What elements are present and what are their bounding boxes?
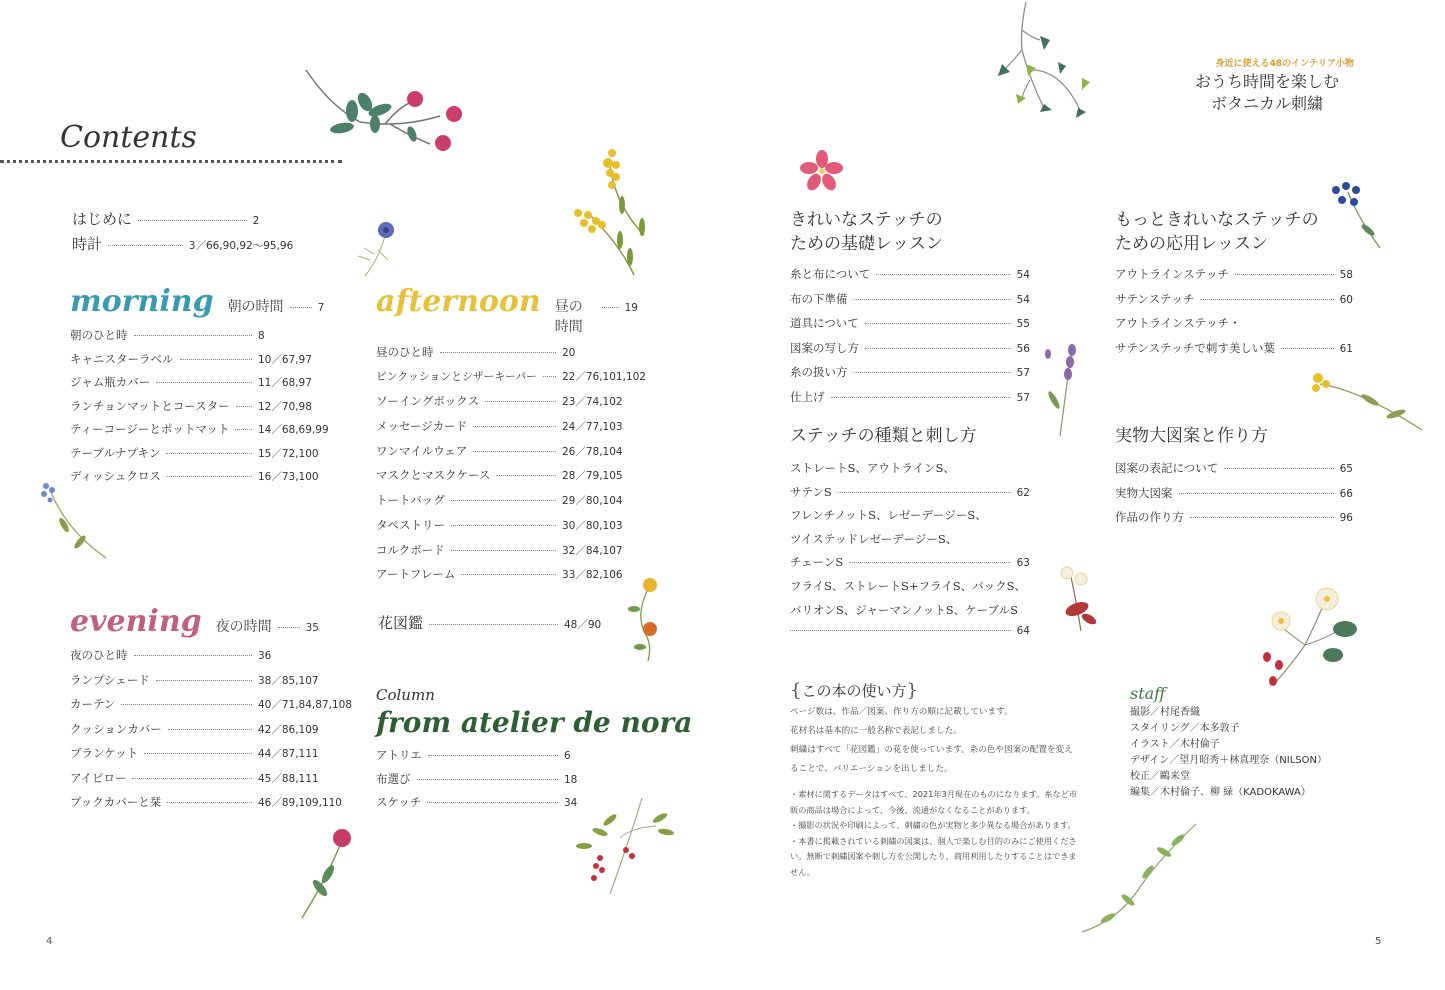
toc-label: ジャム瓶カバー	[70, 375, 151, 389]
leader-dots	[417, 779, 559, 780]
toc-label: ツイステッドレゼーデージーS、	[790, 531, 958, 546]
leader-dots	[168, 729, 252, 730]
toc-label: アートフレーム	[376, 567, 456, 582]
toc-page: 22／76,101,102	[562, 370, 646, 383]
toc-label: クッションカバー	[70, 721, 162, 736]
toc-label: バリオンS、ジャーマンノットS、ケーブルS	[790, 602, 1018, 617]
paragraph: 刺繍はすべて「花図鑑」の花を使っています。糸の色や図案の配置を変え	[790, 745, 1073, 755]
leader-dots	[1179, 493, 1334, 494]
toc-page: 64	[1016, 625, 1030, 638]
toc-page: 10／67,97	[258, 353, 312, 366]
dotted-divider	[0, 160, 342, 163]
toc-entry[interactable]	[790, 625, 1030, 649]
evening-section	[70, 604, 350, 819]
toc-entry[interactable]	[376, 566, 638, 591]
leader-dots	[156, 680, 252, 681]
basic-lesson-list	[790, 266, 1030, 414]
book-tagline: 身近に使える48のインテリア小物	[1215, 59, 1354, 69]
toc-page: 62	[1016, 486, 1030, 499]
toc-label: サテンS	[790, 484, 832, 499]
how-to-use-header	[790, 680, 1100, 701]
toc-label: コルクボード	[376, 542, 445, 557]
toc-page: 57	[1016, 367, 1030, 380]
toc-label: メッセージカード	[376, 419, 468, 434]
toc-label: 仕上げ	[790, 389, 825, 404]
paragraph: 花材名は基本的に一般名称で表記しました。	[790, 726, 962, 736]
morning-section	[70, 284, 350, 492]
toc-page: 48／90	[564, 619, 602, 631]
toc-label: 花図鑑	[378, 614, 424, 632]
toc-page: 57	[1016, 391, 1030, 404]
toc-entry[interactable]	[376, 467, 638, 492]
toc-page: 29／80,104	[562, 495, 623, 508]
page-number-right: 5	[1375, 936, 1382, 947]
toc-label: 時計	[72, 235, 103, 253]
toc-entry[interactable]	[376, 771, 580, 795]
toc-label: フレンチノットS、レゼーデージーS、	[790, 508, 987, 523]
toc-entry[interactable]	[376, 794, 580, 818]
toc-entry[interactable]	[70, 721, 350, 746]
toc-page: 38／85,107	[258, 674, 319, 687]
paragraph: ることで、バリエーションを出しました。	[790, 764, 953, 774]
toc-label: 実物大図案	[1115, 485, 1173, 500]
leader-dots	[854, 372, 1011, 373]
leader-dots	[485, 401, 556, 402]
toc-entry[interactable]	[70, 770, 350, 795]
toc-entry[interactable]	[70, 647, 350, 672]
toc-page: 26／78,104	[562, 445, 623, 458]
leader-dots	[278, 627, 300, 628]
leader-dots	[1281, 348, 1334, 349]
leader-dots	[451, 500, 556, 501]
toc-page: 11／68,97	[258, 377, 312, 389]
cornflower-illustration	[350, 220, 400, 280]
column-title: from atelier de nora	[376, 706, 693, 739]
marigold-illustration	[620, 575, 670, 665]
note-line: ・本書に掲載されている刺繍の図案は、個人で楽しむ目的のみにご使用くださ	[790, 835, 1077, 846]
toc-entry[interactable]	[376, 542, 638, 567]
toc-page: 24／77,103	[562, 421, 623, 434]
toc-entry[interactable]	[70, 445, 350, 469]
toc-page: 40／71,84,87,108	[258, 699, 352, 711]
section-page: 19	[624, 302, 638, 314]
toc-entry[interactable]	[376, 492, 638, 517]
toc-page: 46／89,109,110	[258, 797, 342, 809]
toc-label: ストレートS、アウトラインS、	[790, 461, 955, 475]
toc-label: マスクとマスクケース	[376, 468, 491, 483]
toc-page: 18	[564, 773, 578, 786]
brace-left-icon: {	[790, 680, 802, 701]
leader-dots	[180, 359, 253, 360]
toc-label: ソーイングボックス	[376, 394, 480, 409]
toc-entry[interactable]	[70, 794, 350, 819]
toc-page: 54	[1016, 269, 1030, 281]
clover-sprig-illustration	[300, 66, 470, 156]
toc-entry[interactable]	[72, 208, 368, 233]
stitch-types-section	[790, 424, 1030, 649]
toc-label: 糸の扱い方	[790, 365, 848, 380]
note-line: ・撮影の状況や印刷によって、刺繍の色が実物と多少異なる場合があります。	[790, 820, 1076, 830]
toc-label: 糸と布について	[790, 267, 871, 281]
toc-entry[interactable]	[376, 418, 638, 443]
toc-entry[interactable]	[790, 340, 1030, 365]
toc-entry[interactable]	[72, 233, 368, 258]
patterns-section	[1115, 424, 1353, 534]
leader-dots	[473, 426, 556, 427]
toc-entry[interactable]	[70, 398, 350, 422]
toc-page: 54	[1016, 293, 1030, 306]
toc-page: 61	[1339, 342, 1353, 355]
toc-page: 66	[1339, 487, 1353, 500]
toc-label: タペストリー	[376, 517, 445, 532]
column-kicker: Column	[376, 686, 435, 704]
toc-entry-line[interactable]	[790, 578, 1030, 602]
column-list	[376, 747, 580, 818]
leader-dots	[1190, 517, 1334, 518]
staff-credit: スタイリング／本多敦子	[1130, 723, 1240, 734]
leader-dots	[138, 220, 247, 221]
toc-entry[interactable]	[376, 517, 638, 542]
leader-dots	[461, 574, 556, 575]
toc-label: アウトラインステッチ・	[1115, 316, 1241, 331]
leader-dots	[144, 753, 252, 754]
page-number-left: 4	[46, 936, 53, 947]
toc-label: サテンステッチ	[1115, 291, 1195, 306]
toc-page: 6	[564, 750, 571, 762]
toc-label: フライS、ストレートS+フライS、バックS、	[790, 578, 1026, 593]
leader-dots	[473, 451, 556, 452]
note-line: い。無断で刺繍図案や刺し方を公開したり、商用利用したりすることはできま	[790, 851, 1077, 861]
leader-dots	[1200, 299, 1333, 300]
toc-label: アウトラインステッチ	[1115, 267, 1230, 281]
afternoon-list	[376, 344, 646, 591]
leader-dots	[167, 802, 252, 803]
toc-entry[interactable]	[790, 291, 1030, 316]
toc-entry[interactable]	[1115, 460, 1353, 485]
section-header	[376, 284, 638, 336]
leader-dots	[427, 802, 558, 803]
toc-entry-line[interactable]	[790, 460, 1030, 484]
leader-dots	[496, 475, 556, 476]
toc-label: 図案の写し方	[790, 340, 859, 355]
toc-page: 34	[564, 797, 578, 809]
staff-credit: デザイン／望月昭秀＋林真理奈（NILSON）	[1130, 755, 1327, 766]
toc-page: 36	[258, 650, 272, 662]
toc-label: ピンクッションとシザーキーパー	[376, 369, 537, 383]
toc-page: 32／84,107	[562, 544, 623, 557]
section-title-en: evening	[70, 604, 202, 639]
toc-label: カーテン	[70, 697, 116, 711]
note-line: 販の商品は場合によって、今後、流通がなくなることがあります。	[790, 804, 1035, 815]
pink-blossom-illustration	[800, 150, 844, 192]
toc-entry[interactable]	[376, 393, 638, 418]
stitch-types-list	[790, 460, 1030, 649]
wild-strawberry-illustration	[1255, 585, 1365, 690]
leader-dots	[790, 630, 1011, 631]
toc-entry-line[interactable]	[790, 507, 1030, 531]
forget-me-not-illustration	[36, 480, 116, 560]
toc-entry[interactable]	[790, 484, 1030, 508]
toc-entry[interactable]	[70, 421, 350, 445]
toc-entry[interactable]	[70, 374, 350, 398]
book-title-line2: ボタニカル刺繍	[1210, 94, 1323, 113]
yellow-flower-illustration	[570, 145, 650, 285]
flower-guide-entry	[378, 612, 638, 637]
toc-entry[interactable]	[790, 364, 1030, 389]
toc-label: スケッチ	[376, 795, 422, 809]
lavender-illustration	[1040, 340, 1090, 440]
afternoon-section	[376, 284, 646, 591]
leader-dots	[865, 323, 1011, 324]
toc-page: 33／82,106	[562, 569, 623, 582]
contents-title: Contents	[60, 120, 197, 155]
leader-dots	[156, 382, 252, 383]
how-to-use-title: この本の使い方	[801, 682, 907, 700]
toc-entry[interactable]	[70, 327, 350, 351]
section-title-en: afternoon	[376, 284, 541, 319]
toc-page: 65	[1339, 463, 1353, 475]
brace-right-icon: }	[906, 680, 918, 701]
toc-label: ランチョンマットとコースター	[70, 398, 230, 413]
staff-credit: 撮影／村尾香織	[1130, 707, 1200, 718]
leader-dots	[121, 704, 252, 705]
toc-label: ワンマイルウェア	[376, 443, 468, 458]
section-title-en: morning	[70, 284, 214, 319]
section-title	[790, 208, 1030, 256]
toc-page: 2	[252, 215, 260, 227]
toc-label: ディッシュクロス	[70, 469, 161, 483]
toc-label: ティーコージーとポットマット	[70, 422, 230, 436]
advanced-lesson-list	[1115, 266, 1353, 364]
toc-label: はじめに	[72, 210, 133, 228]
toc-entry[interactable]	[790, 266, 1030, 291]
toc-label: 布の下準備	[790, 291, 848, 306]
toc-page: 44／87,111	[258, 748, 319, 760]
section-title: 実物大図案と作り方	[1115, 426, 1268, 446]
leader-dots	[831, 397, 1011, 398]
blueberry-illustration	[1328, 178, 1388, 252]
staff-credit: 編集／木村倫子、柳 緑（KADOKAWA）	[1130, 787, 1311, 798]
toc-entry[interactable]	[70, 351, 350, 375]
leader-dots	[838, 492, 1011, 493]
berry-branch-illustration	[570, 798, 680, 898]
leader-dots	[1235, 274, 1334, 275]
toc-entry[interactable]	[1115, 509, 1353, 534]
toc-page: 16／73,100	[258, 471, 319, 483]
toc-entry-line[interactable]	[790, 602, 1030, 626]
toc-label: 昼のひと時	[376, 345, 434, 359]
toc-entry[interactable]	[376, 369, 646, 394]
leader-dots	[428, 755, 558, 756]
section-title-jp: 昼の時間	[554, 299, 583, 335]
toc-entry-line[interactable]	[790, 531, 1030, 555]
morning-list	[70, 327, 350, 492]
leader-dots	[1224, 468, 1333, 469]
patterns-list	[1115, 460, 1353, 534]
toc-page: 14／68,69,99	[258, 424, 329, 436]
toc-entry[interactable]	[1115, 266, 1353, 291]
strawberry-blossom-illustration	[1055, 565, 1105, 635]
staff-list	[1130, 705, 1350, 801]
toc-page: 58	[1339, 269, 1353, 281]
section-title	[1115, 208, 1353, 256]
paragraph: ページ数は、作品／図案、作り方の順に記載しています。	[790, 707, 1013, 717]
advanced-lesson-section	[1115, 208, 1353, 364]
leader-dots	[236, 406, 252, 407]
how-to-use-section	[790, 680, 1100, 880]
evening-list	[70, 647, 350, 819]
how-to-use-notes	[790, 787, 1100, 880]
section-title-line1: きれいなステッチの	[790, 210, 943, 230]
toc-label: 朝のひと時	[70, 328, 128, 342]
toc-page: 28／79,105	[562, 470, 623, 483]
toc-label: ランプシェード	[70, 672, 150, 687]
toc-label: ブランケット	[70, 746, 139, 760]
book-title-line1: おうち時間を楽しむ	[1194, 72, 1339, 91]
toc-page: 23／74,102	[562, 396, 623, 409]
toc-entry[interactable]	[70, 672, 350, 697]
toc-label: キャニスターラベル	[70, 351, 174, 366]
section-title-jp: 夜の時間	[215, 619, 272, 635]
section-page: 35	[305, 622, 319, 634]
leader-dots	[166, 453, 252, 454]
leader-dots	[235, 429, 252, 430]
leader-dots	[108, 245, 183, 246]
note-line: せん。	[790, 866, 816, 877]
toc-entry-line[interactable]	[1115, 315, 1353, 340]
toc-label: サテンステッチで刺す美しい葉	[1115, 340, 1275, 355]
ivy-sprig-illustration	[982, 0, 1102, 120]
leader-dots	[132, 778, 252, 779]
toc-entry[interactable]	[1115, 340, 1353, 365]
toc-entry[interactable]	[378, 612, 638, 637]
leader-dots	[290, 307, 312, 308]
toc-label: 作品の作り方	[1115, 510, 1184, 524]
toc-label: トートバッグ	[376, 493, 445, 508]
toc-page: 45／88,111	[258, 772, 319, 785]
toc-page: 55	[1016, 318, 1030, 331]
leader-dots	[429, 624, 558, 625]
toc-page: 42／86,109	[258, 723, 319, 736]
toc-label: 道具について	[790, 316, 859, 331]
section-header	[70, 284, 350, 319]
section-page: 7	[317, 302, 325, 314]
leader-dots	[451, 525, 556, 526]
toc-page: 63	[1016, 557, 1030, 570]
toc-page: 15／72,100	[258, 447, 319, 460]
toc-page: 56	[1016, 342, 1030, 355]
toc-entry[interactable]	[1115, 291, 1353, 316]
toc-entry[interactable]	[376, 344, 638, 369]
staff-credit: イラスト／木村倫子	[1130, 739, 1220, 750]
toc-page: 96	[1339, 512, 1353, 524]
section-header	[70, 604, 350, 639]
toc-label: 図案の表記について	[1115, 461, 1219, 475]
toc-entry[interactable]	[1115, 485, 1353, 510]
vine-sprig-illustration	[1078, 820, 1202, 936]
leader-dots	[602, 307, 618, 308]
section-title: ステッチの種類と刺し方	[790, 426, 977, 446]
toc-label: アイピロー	[70, 770, 127, 785]
leader-dots	[167, 476, 252, 477]
section-title-line2: ための応用レッスン	[1115, 234, 1268, 254]
red-clover-illustration	[298, 826, 358, 922]
intro-list	[72, 208, 368, 258]
leader-dots	[134, 335, 253, 336]
toc-label: 布選び	[376, 771, 411, 786]
toc-entry[interactable]	[790, 315, 1030, 340]
section-title-line2: ための基礎レッスン	[790, 234, 943, 254]
basic-lesson-section	[790, 208, 1030, 414]
book-title-block	[1180, 56, 1354, 115]
section-title-jp: 朝の時間	[227, 299, 284, 315]
staff-section	[1130, 684, 1350, 801]
how-to-use-body	[790, 703, 1100, 779]
staff-credit: 校正／鷗来堂	[1130, 771, 1190, 782]
leader-dots	[134, 655, 253, 656]
leader-dots	[543, 376, 556, 377]
leader-dots	[865, 348, 1011, 349]
toc-page: 60	[1339, 293, 1353, 306]
toc-entry[interactable]	[376, 747, 580, 771]
toc-entry[interactable]	[70, 745, 350, 770]
leader-dots	[854, 299, 1011, 300]
leader-dots	[849, 562, 1010, 563]
toc-entry[interactable]	[790, 554, 1030, 578]
toc-label: ブックカバーと栞	[70, 795, 162, 809]
mustard-flower-illustration	[1310, 370, 1430, 436]
toc-label: チェーンS	[790, 555, 844, 570]
toc-page: 3／66,90,92〜95,96	[188, 240, 294, 252]
leader-dots	[440, 352, 557, 353]
toc-page: 8	[258, 330, 265, 342]
toc-entry[interactable]	[376, 443, 638, 468]
toc-label: テーブルナプキン	[70, 445, 161, 460]
toc-entry[interactable]	[70, 696, 350, 721]
leader-dots	[451, 550, 556, 551]
leader-dots	[876, 274, 1010, 275]
toc-label: アトリエ	[376, 748, 422, 762]
toc-entry[interactable]	[790, 389, 1030, 414]
toc-page: 12／70,98	[258, 400, 312, 413]
section-title-line1: もっときれいなステッチの	[1115, 210, 1319, 230]
toc-label: 夜のひと時	[70, 648, 128, 662]
toc-page: 30／80,103	[562, 519, 623, 532]
toc-page: 20	[562, 347, 576, 359]
note-line: ・素材に関するデータはすべて、2021年3月現在のものになります。糸など市	[790, 789, 1078, 799]
staff-title: staff	[1130, 684, 1166, 703]
